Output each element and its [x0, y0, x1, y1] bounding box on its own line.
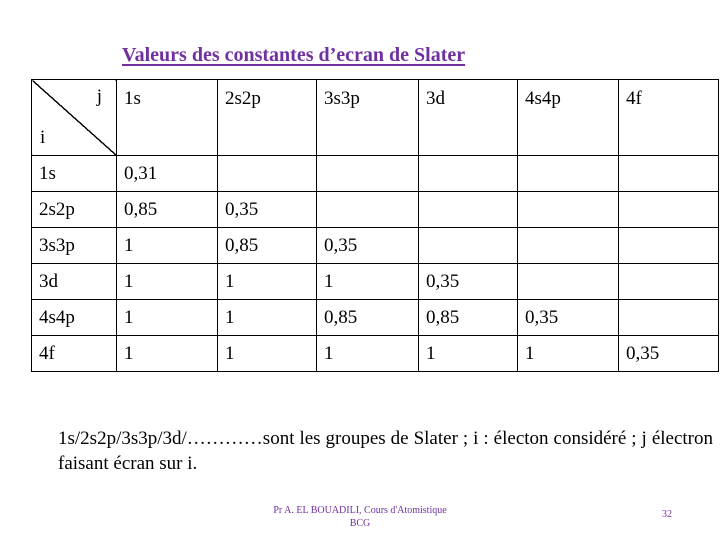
table-cell: [317, 156, 419, 192]
row-header: 2s2p: [32, 192, 117, 228]
footer-course: BCG: [349, 518, 371, 529]
table-cell: [518, 264, 619, 300]
table-cell: 0,35: [419, 264, 518, 300]
column-header: 1s: [117, 80, 218, 156]
table-cell: 0,85: [317, 300, 419, 336]
slide-title: Valeurs des constantes d’ecran de Slater: [122, 44, 466, 66]
table-row: [32, 300, 719, 336]
column-header: 4f: [619, 80, 719, 156]
row-header: 1s: [32, 156, 117, 192]
table-cell: [218, 156, 317, 192]
table-cell: [619, 228, 719, 264]
row-header: 3s3p: [32, 228, 117, 264]
table-cell: 1: [218, 300, 317, 336]
table-cell: 0,35: [518, 300, 619, 336]
table-row: [32, 156, 719, 192]
table-cell: 1: [317, 336, 419, 372]
table-cell: 1: [218, 264, 317, 300]
table-cell: 1: [218, 336, 317, 372]
table-cell: [518, 228, 619, 264]
table-cell: 1: [518, 336, 619, 372]
table-cell: 0,85: [419, 300, 518, 336]
table-row: [32, 336, 719, 372]
corner-row-label: i: [40, 127, 46, 148]
corner-column-label: j: [96, 86, 102, 107]
column-header: 3d: [419, 80, 518, 156]
table-cell: [619, 192, 719, 228]
table-row: [32, 192, 719, 228]
table-cell: 1: [419, 336, 518, 372]
table-cell: 0,85: [218, 228, 317, 264]
page-number: 32: [662, 509, 672, 520]
table-cell: [419, 228, 518, 264]
table-row: [32, 264, 719, 300]
table-cell: 1: [117, 300, 218, 336]
table-cell: 1: [117, 228, 218, 264]
column-header: 2s2p: [218, 80, 317, 156]
column-header: 4s4p: [518, 80, 619, 156]
table-cell: 0,85: [117, 192, 218, 228]
table-row: [32, 228, 719, 264]
table-cell: 1: [317, 264, 419, 300]
table-cell: [317, 192, 419, 228]
table-cell: 0,35: [317, 228, 419, 264]
row-header: 4f: [32, 336, 117, 372]
table-cell: 0,35: [619, 336, 719, 372]
row-header: 3d: [32, 264, 117, 300]
table-cell: 1: [117, 336, 218, 372]
table-cell: 0,35: [218, 192, 317, 228]
explanatory-note: 1s/2s2p/3s3p/3d/…………sont les groupes de Slater ; i : électon considéré ; j électron faisant écran sur i.: [58, 428, 713, 474]
table-cell: [419, 156, 518, 192]
slater-constants-table: [31, 79, 719, 372]
table-cell: [419, 192, 518, 228]
table-cell: [619, 156, 719, 192]
table-cell: [619, 300, 719, 336]
table-cell: [518, 192, 619, 228]
table-cell: 1: [117, 264, 218, 300]
table-cell: [619, 264, 719, 300]
table-cell: 0,31: [117, 156, 218, 192]
table-header-row: [32, 80, 719, 156]
row-header: 4s4p: [32, 300, 117, 336]
table-corner-cell: [32, 80, 117, 156]
slide-footer: [230, 504, 490, 530]
column-header: 3s3p: [317, 80, 419, 156]
table-cell: [518, 156, 619, 192]
footer-author: Pr A. EL BOUADILI, Cours d'Atomistique: [273, 505, 447, 516]
